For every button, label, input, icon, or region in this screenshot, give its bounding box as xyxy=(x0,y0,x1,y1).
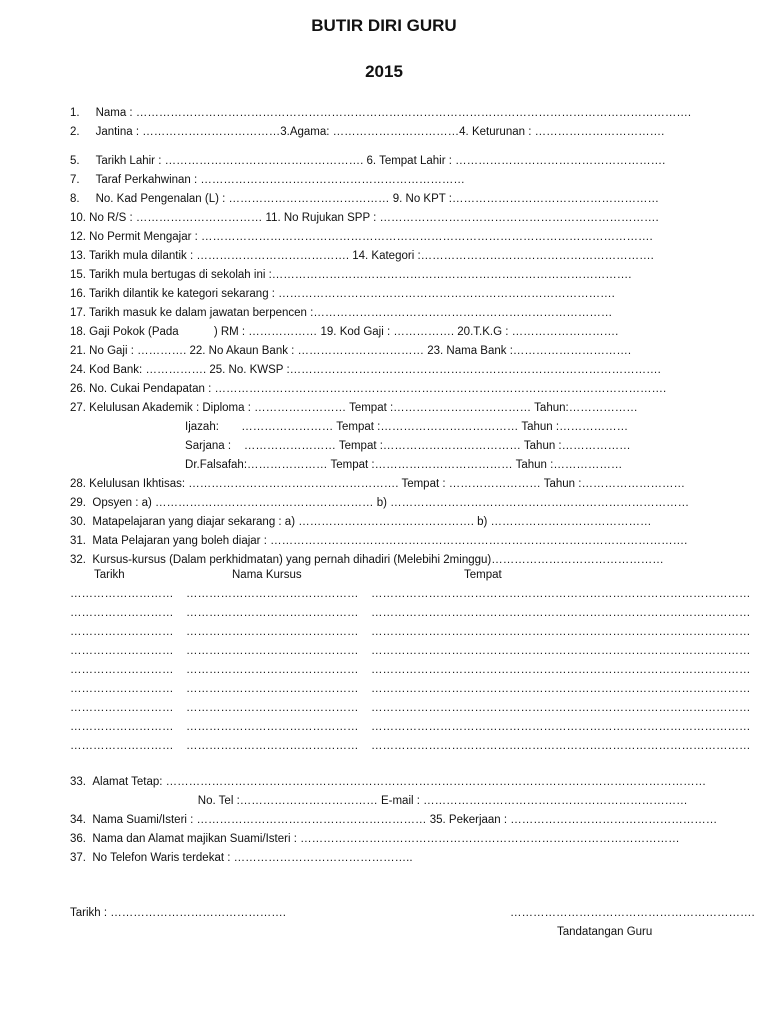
form-line-bottom-3: 34. Nama Suami/Isteri : …………………………………………………… 35. Pekerjaan : ……………………………………………… xyxy=(70,814,718,826)
signature-label: Tandatangan Guru xyxy=(557,926,653,938)
form-line-8: 13. Tarikh mula dilantik : …………………………………. 14. Kategori :……………………………………………………. xyxy=(70,250,654,262)
form-line-12: 18. Gaji Pokok (Pada ) RM : ……………… 19. Kod Gaji : ……………. 20.T.K.G : ………………………. xyxy=(70,326,619,338)
course-row-2-col-3: ……………………………………………………………………………………… xyxy=(371,607,751,619)
form-title: BUTIR DIRI GURU xyxy=(311,16,457,35)
course-row-7-col-1: ……………………… xyxy=(70,702,174,714)
course-row-9-col-1: ……………………… xyxy=(70,740,174,752)
form-line-16: 27. Kelulusan Akademik : Diploma : …………………… Tempat :……………………………… Tahun:……………… xyxy=(70,402,638,414)
form-line-15: 26. No. Cukai Pendapatan : ………………………………………………………………………………………………………. xyxy=(70,383,667,395)
form-line-18: Sarjana : …………………… Tempat :……………………………… Tahun :……………… xyxy=(70,440,631,452)
form-line-7: 12. No Permit Mengajar : ………………………………………………………………………………………………………. xyxy=(70,231,653,243)
courses-header-place: Tempat xyxy=(464,569,502,581)
course-row-3-col-3: ……………………………………………………………………………………… xyxy=(371,626,751,638)
form-line-22: 30. Matapelajaran yang diajar sekarang : a) ………………………………………. b) …………………………………… xyxy=(70,516,652,528)
course-row-6-col-2: ……………………………………… xyxy=(186,683,359,695)
courses-header-date: Tarikh xyxy=(94,569,125,581)
course-row-6-col-3: ……………………………………………………………………………………… xyxy=(371,683,751,695)
form-line-23: 31. Mata Pelajaran yang boleh diajar : ………………………………………………………………………………………………. xyxy=(70,535,688,547)
form-line-bottom-1: 33. Alamat Tetap: …………………………………………………………………………………………………………………………… xyxy=(70,776,707,788)
form-line-14: 24. Kod Bank: ……………. 25. No. KWSP :……………………………………………………………………………………. xyxy=(70,364,661,376)
form-line-bottom-4: 36. Nama dan Alamat majikan Suami/Isteri : ……………………………………………………………………………………… xyxy=(70,833,680,845)
form-line-5: 8. No. Kad Pengenalan (L) : …………………………………… 9. No KPT :……………………………………………… xyxy=(70,193,659,205)
form-line-20: 28. Kelulusan Ikhtisas: ………………………………………………. Tempat : …………………… Tahun :……………………… xyxy=(70,478,685,490)
date-field: Tarikh : ………………………………………. xyxy=(70,907,286,919)
course-row-9-col-3: ……………………………………………………………………………………… xyxy=(371,740,751,752)
form-line-10: 16. Tarikh dilantik ke kategori sekarang : ……………………………………………………………………………. xyxy=(70,288,615,300)
course-row-6-col-1: ……………………… xyxy=(70,683,174,695)
course-row-7-col-3: ……………………………………………………………………………………… xyxy=(371,702,751,714)
course-row-1-col-2: ……………………………………… xyxy=(186,588,359,600)
course-row-3-col-2: ……………………………………… xyxy=(186,626,359,638)
form-year: 2015 xyxy=(365,62,403,81)
course-row-8-col-3: ……………………………………………………………………………………… xyxy=(371,721,751,733)
form-line-17: Ijazah: …………………… Tempat :……………………………… Tahun :……………… xyxy=(70,421,629,433)
course-row-3-col-1: ……………………… xyxy=(70,626,174,638)
form-line-2: 2. Jantina : ………………………………3.Agama: ……………………………4. Keturunan : ……………………………. xyxy=(70,126,665,138)
course-row-5-col-1: ……………………… xyxy=(70,664,174,676)
course-row-7-col-2: ……………………………………… xyxy=(186,702,359,714)
course-row-9-col-2: ……………………………………… xyxy=(186,740,359,752)
course-row-1-col-3: ……………………………………………………………………………………… xyxy=(371,588,751,600)
course-row-4-col-1: ……………………… xyxy=(70,645,174,657)
signature-line: ………………………………………………………. xyxy=(510,907,755,919)
form-line-19: Dr.Falsafah:………………… Tempat :……………………………… Tahun :……………… xyxy=(70,459,623,471)
form-line-13: 21. No Gaji : …………. 22. No Akaun Bank : …………………………… 23. Nama Bank :…………………………. xyxy=(70,345,632,357)
course-row-5-col-2: ……………………………………… xyxy=(186,664,359,676)
course-row-2-col-1: ……………………… xyxy=(70,607,174,619)
form-line-6: 10. No R/S : …………………………… 11. No Rujukan SPP : ………………………………………………………………. xyxy=(70,212,659,224)
course-row-1-col-1: ……………………… xyxy=(70,588,174,600)
course-row-4-col-2: ……………………………………… xyxy=(186,645,359,657)
form-line-11: 17. Tarikh masuk ke dalam jawatan berpencen :…………………………………………………………………… xyxy=(70,307,613,319)
course-row-8-col-2: ……………………………………… xyxy=(186,721,359,733)
course-row-4-col-3: ……………………………………………………………………………………… xyxy=(371,645,751,657)
form-line-3: 5. Tarikh Lahir : ……………………………………………. 6. Tempat Lahir : ………………………………………………. xyxy=(70,155,666,167)
form-line-24: 32. Kursus-kursus (Dalam perkhidmatan) yang pernah dihadiri (Melebihi 2minggu)……………………………………… xyxy=(70,554,664,566)
form-line-4: 7. Taraf Perkahwinan : …………………………………………………………… xyxy=(70,174,465,186)
form-line-9: 15. Tarikh mula bertugas di sekolah ini :…………………………………………………………………………………. xyxy=(70,269,632,281)
form-line-1: 1. Nama : ………………………………………………………………………………………………………………………………. xyxy=(70,107,692,119)
form-line-bottom-5: 37. No Telefon Waris terdekat : ……………………………………….. xyxy=(70,852,413,864)
course-row-8-col-1: ……………………… xyxy=(70,721,174,733)
course-row-5-col-3: ……………………………………………………………………………………… xyxy=(371,664,751,676)
form-line-bottom-2: No. Tel :……………………………… E-mail : …………………………………………………………… xyxy=(70,795,688,807)
courses-header-name: Nama Kursus xyxy=(232,569,302,581)
form-line-21: 29. Opsyen : a) ………………………………………………… b) …………………………………………………………………… xyxy=(70,497,690,509)
course-row-2-col-2: ……………………………………… xyxy=(186,607,359,619)
